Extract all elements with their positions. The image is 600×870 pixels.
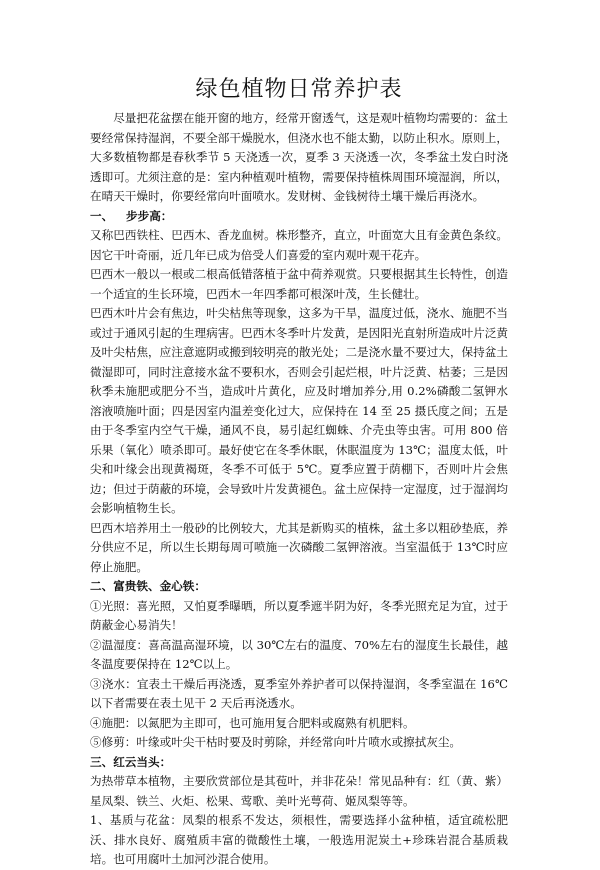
section-heading: [90, 753, 508, 773]
paragraph: ⑤修剪：叶缘或叶尖干枯时要及时剪除，并经常向叶片喷水或擦拭灰尘。: [90, 735, 462, 749]
paragraph: 巴西木叶片会有焦边，叶尖枯焦等现象，这多为干旱，温度过低，浇水、施肥不当或过于通风引起的生理病害。巴西木冬季叶片发黄，是因阳光直射所造成叶片泛黄及叶尖枯焦，应注意遮阴或搬到较明亮的散光处；二是浇水量不要过大，保持盆土微湿即可，同时注意接水盆不要积水，否则会引起烂根，叶片泛黄、枯萎；三是因秋季未施肥或肥分不当，造成叶片黄化，应及时增加养分,用 0.2%磷酸二氢钾水溶液喷施叶面；四是因室内温差变化过大，应保持在 14 至 25 摄氏度之间；五是由于冬季室内空气干燥，通风不良，易引起红蜘蛛、介壳虫等虫害。可用 800 倍乐果（氧化）喷杀即可。最好使它在冬季休眠，休眠温度为 13℃；温度太低，叶尖和叶缘会出现黄褐斑，冬季不可低于 5℃。夏季应置于荫棚下，否则叶片会焦边；但过于荫蔽的环境，会导致叶片发黄褪色。盆土应保持一定湿度，过于湿润均会影响植物生长。: [90, 306, 508, 515]
paragraph: 巴西木一般以一根或二根高低错落植于盆中荷养观赏。只要根据其生长特性，创造一个适宜的生长环境，巴西木一年四季都可根深叶茂，生长健壮。: [90, 267, 508, 301]
paragraph: 又称巴西铁柱、巴西木、香龙血树。株形整齐，直立，叶面宽大且有金黄色条纹。因它干叶奇丽，近几年已成为倍受人们喜爱的室内观叶观干花卉。: [90, 228, 508, 262]
intro-paragraph: 尽量把花盆摆在能开窗的地方，经常开窗透气，这是观叶植物均需要的：盆土要经常保持湿润，不要全部干燥脱水，但浇水也不能太勤，以防止积水。原则上，大多数植物都是春秋季节 5 天浇透一次，夏季 3 天浇透一次，冬季盆土发白时浇透即可。尤须注意的是：室内种植观叶植物，需要保持植株周围环境湿润，所以，在晴天干燥时，你要经常向叶面喷水。发财树、金钱树待土壤干燥后再浇水。: [90, 111, 508, 203]
paragraph: 为热带草本植物，主要欣赏部位是其苞叶，并非花朵！常见品种有：红（黄、紫）星凤梨、铁兰、火炬、松果、莺歌、美叶光萼荷、姬凤梨等等。: [90, 774, 508, 808]
section-heading: [90, 207, 508, 227]
paragraph: ④施肥：以氮肥为主即可，也可施用复合肥料或腐熟有机肥料。: [90, 715, 415, 730]
section-heading: [90, 577, 508, 597]
section-number: 三、: [90, 754, 114, 769]
section-number: 二、: [90, 579, 114, 593]
paragraph: ①光照：喜光照，又怕夏季曝晒，所以夏季遮半阴为好，冬季光照充足为宜，过于荫蔽金心易消失！: [90, 598, 508, 632]
paragraph: 1、基质与花盆：凤梨的根系不发达，须根性，需要选择小盆种植，适宜疏松肥沃、排水良好、腐殖质丰富的微酸性土壤，一般选用泥炭土+珍珠岩混合基质栽培。也可用腐叶土加河沙混合使用。: [90, 813, 508, 866]
page-title: 绿色植物日常养护表: [195, 77, 403, 102]
paragraph: 巴西木培养用土一般砂的比例较大，尤其是新购买的植株，盆土多以粗砂垫底，养分供应不足，所以生长期每周可喷施一次磷酸二氢钾溶液。当室温低于 13℃时应停止施肥。: [90, 520, 508, 574]
section-number: 一、: [90, 208, 114, 223]
section-title: 步步高：: [126, 208, 173, 223]
paragraph: ②温湿度：喜高温高湿环境，以 30℃左右的温度、70%左右的湿度生长最佳，越冬温度要保持在 12℃以上。: [90, 637, 508, 671]
section-title: 红云当头：: [113, 754, 172, 769]
section-title: 富贵铁、金心铁：: [113, 579, 206, 593]
paragraph: ③浇水：宜表土干燥后再浇透，夏季室外养护者可以保持湿润，冬季室温在 16℃以下者需要在表土见干 2 天后再浇透水。: [90, 676, 508, 710]
